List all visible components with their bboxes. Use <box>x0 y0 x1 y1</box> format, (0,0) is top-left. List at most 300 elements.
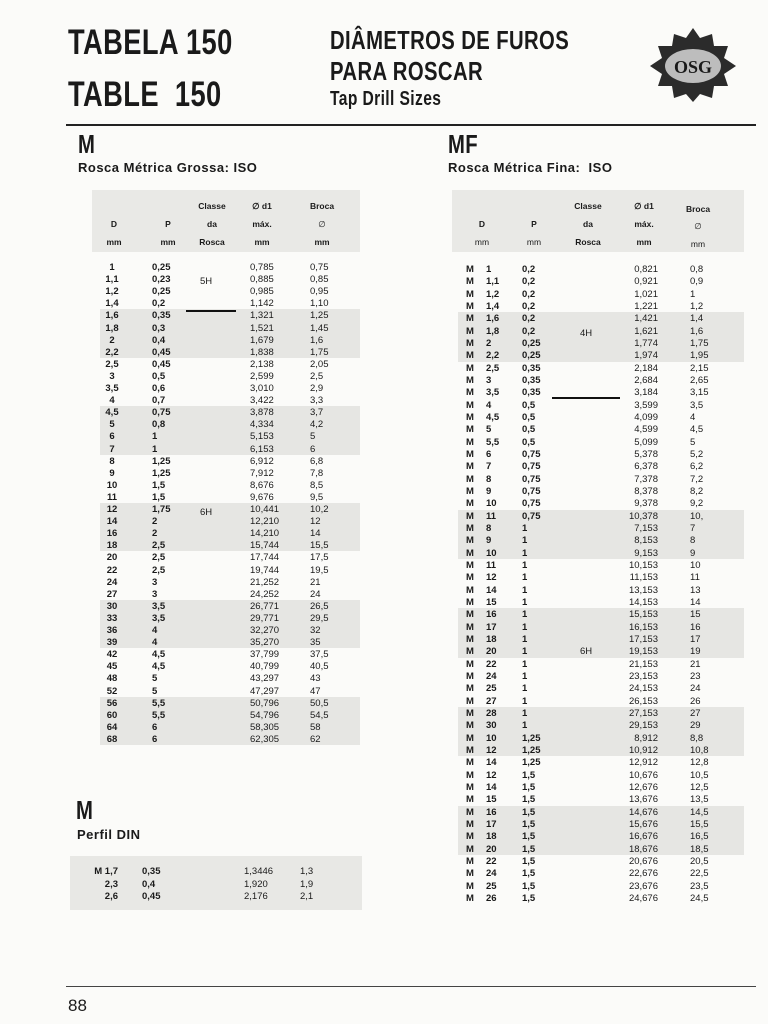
table-cell: 0,2 <box>152 298 166 310</box>
table-cell: 0,45 <box>152 346 171 358</box>
table-cell: 9,378 <box>634 498 658 510</box>
table-cell: 8,676 <box>250 479 274 491</box>
table-cell: 43 <box>310 673 321 685</box>
table-cell: 6 <box>310 443 316 455</box>
table-cell: 13,676 <box>628 794 658 806</box>
table-cell: M <box>466 646 474 658</box>
table-cell: 29,771 <box>250 612 280 624</box>
table-cell: 3,010 <box>250 383 274 394</box>
table-cell: M <box>466 757 474 769</box>
table-cell: 58,305 <box>250 721 280 733</box>
table-cell: 1,5 <box>152 479 166 491</box>
table-cell: M <box>466 424 474 436</box>
table-cell: 3,5 <box>486 387 500 399</box>
table-cell: 5,5 <box>152 697 166 709</box>
table-cell: 2,5 <box>486 362 500 374</box>
table-cell: 26 <box>486 892 497 904</box>
table-cell: M <box>466 596 474 608</box>
table-cell: 18 <box>486 633 497 645</box>
table-cell: 12 <box>486 744 497 756</box>
table-cell: 17 <box>486 621 497 633</box>
table-cell: 19,744 <box>250 564 280 576</box>
table-cell: 0,75 <box>310 262 329 273</box>
table-cell: M <box>466 584 474 596</box>
table-cell: 2,5 <box>152 552 166 564</box>
table-cell: 30 <box>486 720 497 732</box>
table-cell: 21 <box>310 576 321 588</box>
table-cell: 40,799 <box>250 661 280 673</box>
table-cell: 22,676 <box>628 868 658 880</box>
table-cell: 1,5 <box>522 880 536 892</box>
table-cell: 2,684 <box>634 374 658 386</box>
table-cell: M <box>466 387 474 399</box>
table-cell: 22,5 <box>690 868 709 880</box>
table-cell: 2,1 <box>300 891 314 902</box>
table-cell: 10 <box>486 547 497 559</box>
table-cell: 1 <box>522 559 528 571</box>
table-cell: 0,75 <box>522 461 541 473</box>
table-cell: 3 <box>152 576 158 588</box>
table-cell: 2,05 <box>310 358 329 370</box>
table-cell: 20 <box>486 843 497 855</box>
table-cell: M <box>466 448 474 460</box>
table-cell: 26,5 <box>310 600 329 612</box>
table-cell: 1 <box>522 547 528 559</box>
table-cell: 3,184 <box>634 387 658 399</box>
table-cell: 1,2 <box>486 288 500 300</box>
table-cell: 0,785 <box>250 262 274 273</box>
table-cell: 0,5 <box>522 436 536 448</box>
table-cell: 0,2 <box>522 325 536 337</box>
table-cell: 12,210 <box>250 516 280 528</box>
table-cell: 6 <box>109 431 115 443</box>
table-cell: 0,2 <box>522 276 536 288</box>
table-cell: 1,221 <box>634 300 658 312</box>
table-cell: 5,5 <box>152 709 166 721</box>
table-cell: 0,2 <box>522 288 536 300</box>
col-d: D <box>110 219 118 229</box>
table-cell: 15,744 <box>250 540 280 552</box>
table-cell: 2 <box>152 528 158 540</box>
table-cell: 3,878 <box>250 407 274 419</box>
table-cell: 4,099 <box>634 411 658 423</box>
table-cell: 11 <box>690 572 700 584</box>
table-cell: 6 <box>486 448 492 460</box>
table-cell: 0,23 <box>152 274 171 286</box>
table-cell: 58 <box>310 721 321 733</box>
table-cell: 1 <box>522 633 528 645</box>
table-cell: 1 <box>522 695 528 707</box>
table-cell: 20,676 <box>628 855 658 867</box>
table-cell: 3 <box>486 374 492 386</box>
table-cell: 1,10 <box>310 298 329 310</box>
table-cell: 35,270 <box>250 637 280 649</box>
table-cell: 1,45 <box>310 322 329 334</box>
table-cell: M <box>466 276 474 288</box>
table-cell: 1 <box>522 646 528 658</box>
table-cell: 3,5 <box>105 383 119 394</box>
table-cell: 3,5 <box>152 600 166 612</box>
table-cell: M <box>466 695 474 707</box>
table-cell: 50,5 <box>310 697 329 709</box>
table-cell: 2,599 <box>250 370 274 382</box>
table-cell: 28 <box>486 707 497 719</box>
col-p: P <box>165 219 171 229</box>
table-cell: 2 <box>109 334 115 346</box>
table-cell: 5 <box>152 673 158 685</box>
table-cell: 1,5 <box>522 855 536 867</box>
table-cell: 17,744 <box>250 552 280 564</box>
table-cell: 1,5 <box>522 806 536 818</box>
col-broca: Broca <box>309 201 335 211</box>
table-cell: 43,297 <box>250 673 280 685</box>
table-cell: 1,679 <box>250 334 274 346</box>
table-cell: M <box>466 498 474 510</box>
title-en: TABLE 150 <box>68 75 222 114</box>
table-cell: 1,5 <box>522 794 536 806</box>
col-broca: Broca <box>685 204 711 214</box>
table-cell: 1,774 <box>634 337 658 349</box>
section-mf-subtitle: Rosca Métrica Fina: ISO <box>448 160 613 175</box>
col-d: D <box>478 219 486 229</box>
table-cell: 21,252 <box>250 576 280 588</box>
table-cell: 0,4 <box>142 878 156 890</box>
col-p: P <box>531 219 537 229</box>
table-cell: 15,5 <box>690 818 709 830</box>
table-cell: 8,5 <box>310 479 324 491</box>
table-cell: 17,153 <box>628 633 658 645</box>
table-cell: 0,5 <box>522 424 536 436</box>
table-cell: 56 <box>106 697 118 709</box>
table-cell: M <box>466 868 474 880</box>
table-cell: 2,15 <box>690 362 709 374</box>
table-cell: 1,6 <box>105 310 119 322</box>
table-cell: 2 <box>486 337 492 349</box>
table-cell: M <box>466 818 474 830</box>
table-cell: 0,2 <box>522 264 536 275</box>
table-cell: 8 <box>486 473 492 485</box>
table-cell: 42 <box>106 649 118 661</box>
table-cell: 2,138 <box>250 358 274 370</box>
table-cell: 7 <box>690 522 696 534</box>
table-cell: 0,8 <box>152 419 166 431</box>
table-cell: M <box>466 362 474 374</box>
classe-4h: 4H <box>580 328 593 339</box>
table-cell: 1,95 <box>690 350 709 362</box>
table-cell: M <box>466 843 474 855</box>
section-m-letter: M <box>78 129 96 159</box>
table-cell: 5 <box>310 431 316 443</box>
table-cell: 1,5 <box>522 781 536 793</box>
table-cell: 14 <box>486 781 497 793</box>
table-cell: M <box>466 350 474 362</box>
col-classe-da: da <box>583 219 593 229</box>
table-cell: 12 <box>106 504 118 515</box>
table-cell: M <box>466 473 474 485</box>
table-cell: 4,5 <box>152 661 166 673</box>
table-cell: 1,321 <box>250 310 274 322</box>
table-cell: 1,5 <box>522 892 536 904</box>
table-cell: 7 <box>109 443 115 455</box>
table-cell: 1,8 <box>486 325 500 337</box>
table-cell: 8,378 <box>634 485 658 497</box>
table-cell: M <box>466 806 474 818</box>
table-cell: 4,2 <box>310 419 324 431</box>
table-cell: 1 <box>522 683 528 695</box>
table-cell: 15 <box>690 609 701 621</box>
table-cell: 4 <box>152 625 158 636</box>
table-cell: 14 <box>690 596 701 608</box>
table-cell: 2,9 <box>310 383 324 394</box>
table-cell: 1,4 <box>690 313 704 325</box>
table-cell: M <box>466 547 474 559</box>
table-cell: M 1,7 <box>94 866 118 877</box>
table-cell: 1,6 <box>690 325 704 337</box>
table-cell: 4 <box>109 395 115 407</box>
table-cell: M <box>466 720 474 732</box>
table-cell: 10,912 <box>628 744 658 756</box>
table-cell: 1,75 <box>690 337 709 349</box>
col-classe-rosca: Rosca <box>575 237 601 247</box>
table-cell: 0,25 <box>522 337 541 349</box>
table-cell: 36 <box>106 625 118 636</box>
table-cell: 1 <box>522 522 528 534</box>
table-cell: 7 <box>486 461 492 473</box>
table-cell: 4,5 <box>486 411 500 423</box>
col-classe: Classe <box>198 201 226 211</box>
table-cell: 47 <box>310 685 321 697</box>
subtitle-en: Tap Drill Sizes <box>330 88 442 110</box>
table-cell: 1,3 <box>300 866 314 877</box>
table-cell: 47,297 <box>250 685 280 697</box>
table-cell: 0,35 <box>142 866 161 877</box>
table-cell: 5 <box>109 419 115 431</box>
table-cell: M <box>466 325 474 337</box>
table-cell: 6 <box>152 733 158 745</box>
table-cell: 23 <box>690 670 701 682</box>
table-cell: 10,5 <box>690 769 709 781</box>
table-cell: 12 <box>310 516 321 528</box>
col-broca-symbol: ∅ <box>694 221 702 231</box>
table-cell: 25 <box>486 880 497 892</box>
unit-broca: mm <box>314 237 330 247</box>
table-cell: 22 <box>486 855 497 867</box>
table-cell: 1,5 <box>522 769 536 781</box>
table-cell: 1,5 <box>522 818 536 830</box>
table-cell: M <box>466 880 474 892</box>
table-cell: 30 <box>106 600 118 612</box>
table-cell: 0,45 <box>142 891 161 902</box>
table-cell: 19,5 <box>310 564 329 576</box>
table-cell: 21 <box>690 658 701 670</box>
table-cell: M <box>466 621 474 633</box>
table-cell: M <box>466 510 474 522</box>
unit-p: mm <box>526 237 542 247</box>
table-cell: 2,6 <box>104 891 118 902</box>
table-row <box>84 891 344 903</box>
table-cell: 1,021 <box>634 288 658 300</box>
table-cell: M <box>466 572 474 584</box>
table-cell: 2,5 <box>310 370 324 382</box>
table-cell: 1,4 <box>486 300 500 312</box>
table-cell: 4 <box>152 637 158 649</box>
table-cell: 8,2 <box>690 485 704 497</box>
table-cell: 48 <box>106 673 118 685</box>
table-cell: 0,9 <box>690 276 704 288</box>
table-cell: 9,5 <box>310 491 324 503</box>
table-cell: M <box>466 313 474 325</box>
table-cell: 11 <box>486 559 497 571</box>
table-cell: 13 <box>690 584 701 596</box>
table-cell: 35 <box>310 637 321 649</box>
table-cell: 32 <box>310 625 321 636</box>
table-cell: 0,75 <box>522 448 541 460</box>
table-row <box>84 879 344 891</box>
table-cell: 3,599 <box>634 399 658 411</box>
table-cell: 3 <box>109 370 115 382</box>
table-cell: 24 <box>486 868 497 880</box>
table-cell: 10,2 <box>310 504 329 515</box>
unit-d: mm <box>474 237 490 247</box>
table-cell: 1 <box>522 670 528 682</box>
col-d1: ∅ d1 <box>634 201 654 211</box>
table-cell: M <box>466 892 474 904</box>
table-cell: 7,8 <box>310 467 324 479</box>
table-cell: 1,3446 <box>244 866 274 877</box>
table-cell: 16 <box>106 528 118 540</box>
table-cell: 18,5 <box>690 843 709 855</box>
table-cell: 16 <box>486 609 497 621</box>
table-cell: 1,4 <box>105 298 119 310</box>
table-cell: 1,5 <box>522 831 536 843</box>
table-cell: 5,2 <box>690 448 704 460</box>
table-cell: 24 <box>310 588 321 600</box>
col-d1-max: máx. <box>634 219 654 229</box>
table-cell: 0,75 <box>152 407 171 419</box>
table-cell: 1,5 <box>522 843 536 855</box>
table-cell: 6 <box>152 721 158 733</box>
table-cell: 17 <box>486 818 497 830</box>
table-cell: 16 <box>486 806 497 818</box>
table-cell: 0,5 <box>522 399 536 411</box>
table-cell: 3,15 <box>690 387 709 399</box>
table-cell: 0,5 <box>522 411 536 423</box>
section-din-subtitle: Perfil DIN <box>77 827 141 842</box>
table-cell: 0,2 <box>522 300 536 312</box>
table-cell: 45 <box>106 661 118 673</box>
table-cell: 0,821 <box>634 264 658 275</box>
table-cell: 0,885 <box>250 274 274 286</box>
bottom-divider <box>66 986 756 987</box>
col-d1: ∅ d1 <box>252 201 272 211</box>
table-cell: 14 <box>486 584 497 596</box>
table-cell: 11,153 <box>629 572 658 584</box>
table-cell: 1,421 <box>634 313 658 325</box>
table-cell: M <box>466 609 474 621</box>
table-cell: 24 <box>106 576 118 588</box>
table-cell: 16,5 <box>690 831 709 843</box>
table-cell: 5 <box>486 424 492 436</box>
table-cell: 1,8 <box>105 322 119 334</box>
table-cell: 8 <box>690 535 696 547</box>
subtitle-line2: PARA ROSCAR <box>330 56 484 86</box>
table-cell: 12,5 <box>690 781 709 793</box>
table-cell: 9,153 <box>634 547 658 559</box>
section-din-letter: M <box>76 795 94 825</box>
table-cell: 14,153 <box>628 596 658 608</box>
table-cell: 16,676 <box>628 831 658 843</box>
table-cell: 18 <box>486 831 497 843</box>
table-cell: 1,25 <box>522 757 541 769</box>
table-cell: 0,6 <box>152 383 166 394</box>
table-cell: 32,270 <box>250 625 280 636</box>
table-cell: 4 <box>690 411 696 423</box>
table-cell: 1 <box>152 443 158 455</box>
table-cell: 1,2 <box>690 300 704 312</box>
table-cell: 0,35 <box>522 362 541 374</box>
table-cell: 14 <box>486 757 497 769</box>
table-cell: 3,3 <box>310 395 324 407</box>
table-cell: 7,912 <box>250 467 274 479</box>
table-cell: M <box>466 633 474 645</box>
table-cell: 10 <box>486 498 497 510</box>
table-cell: 23,5 <box>690 880 709 892</box>
table-cell: M <box>466 288 474 300</box>
table-cell: 3,422 <box>250 395 274 407</box>
table-cell: 20,5 <box>690 855 709 867</box>
table-cell: 0,75 <box>522 473 541 485</box>
table-cell: M <box>466 658 474 670</box>
table-cell: 2,2 <box>105 346 119 358</box>
table-cell: 0,75 <box>522 498 541 510</box>
table-cell: 6,153 <box>250 443 274 455</box>
table-cell: 2,5 <box>152 540 166 552</box>
table-cell: 4,599 <box>634 424 658 436</box>
table-cell: 10 <box>690 559 701 571</box>
table-cell: 13,153 <box>628 584 658 596</box>
table-cell: 29 <box>690 720 701 732</box>
table-cell: 50,796 <box>250 697 280 709</box>
table-cell: 18 <box>106 540 118 552</box>
table-cell: 2,176 <box>244 891 268 902</box>
table-cell: 4,5 <box>690 424 704 436</box>
table-cell: 5,378 <box>634 448 658 460</box>
col-classe: Classe <box>574 201 602 211</box>
page-number: 88 <box>68 996 87 1015</box>
table-cell: 1,621 <box>634 325 658 337</box>
table-cell: 25 <box>486 683 497 695</box>
table-cell: 1 <box>109 262 115 273</box>
table-cell: 37,799 <box>250 649 280 661</box>
table-cell: 1,5 <box>152 491 166 503</box>
table-cell: 1,6 <box>486 313 500 325</box>
table-cell: M <box>466 264 474 275</box>
table-cell: 33 <box>106 612 118 624</box>
table-cell: 0,75 <box>522 485 541 497</box>
table-cell: 0,3 <box>152 322 166 334</box>
table-cell: 1,6 <box>310 334 324 346</box>
table-cell: 1 <box>522 658 528 670</box>
table-cell: 16 <box>690 621 701 633</box>
table-cell: 1 <box>690 288 696 300</box>
table-cell: 22 <box>106 564 118 576</box>
table-cell: M <box>466 744 474 756</box>
table-cell: 2,5 <box>105 358 119 370</box>
table-cell: 0,35 <box>152 310 171 322</box>
table-cell: 1 <box>152 431 158 443</box>
table-cell: 27 <box>106 588 118 600</box>
table-cell: 10,441 <box>250 504 280 515</box>
